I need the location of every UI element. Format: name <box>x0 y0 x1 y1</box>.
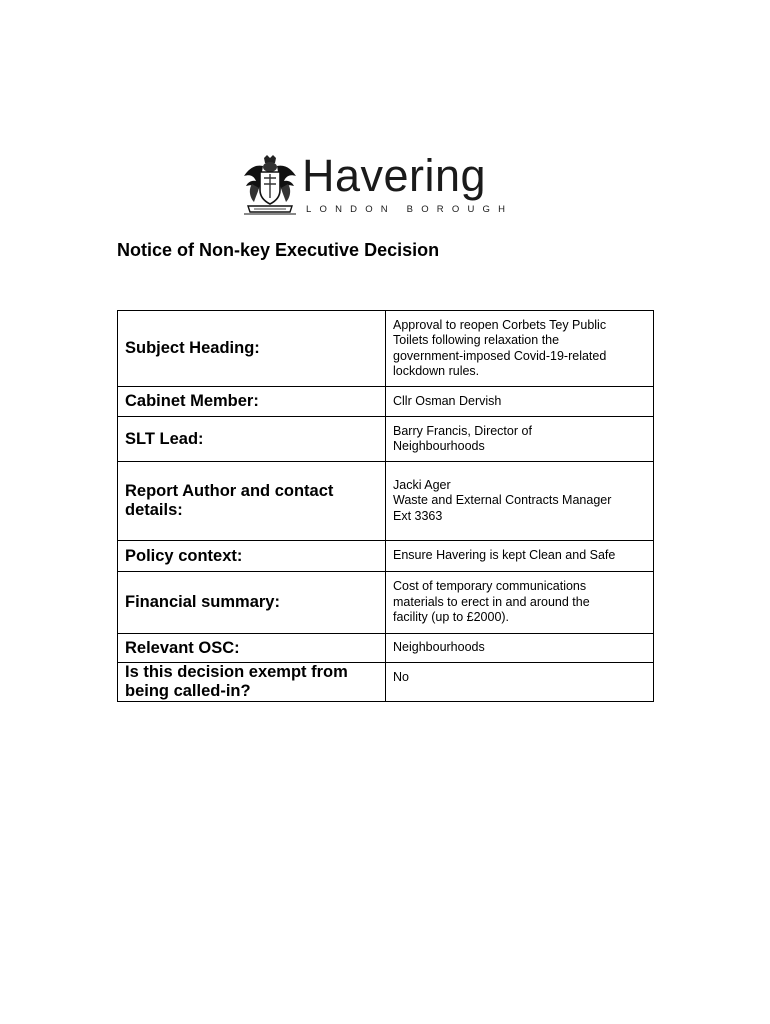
table-row <box>118 311 654 387</box>
table-row <box>118 541 654 572</box>
row-label: Report Author and contact details: <box>118 462 386 541</box>
coat-of-arms-icon <box>242 154 298 218</box>
table-row <box>118 663 654 702</box>
table-row <box>118 634 654 663</box>
row-value: Barry Francis, Director of Neighbourhoods <box>386 417 654 462</box>
table-row <box>118 572 654 634</box>
row-label: Relevant OSC: <box>118 634 386 663</box>
table-row <box>118 462 654 541</box>
row-label: Policy context: <box>118 541 386 572</box>
row-value: Jacki Ager Waste and External Contracts Manager Ext 3363 <box>386 462 654 541</box>
table-row <box>118 387 654 417</box>
row-value: Ensure Havering is kept Clean and Safe <box>386 541 654 572</box>
decision-table <box>117 310 654 702</box>
row-value: No <box>386 663 654 702</box>
row-label: Financial summary: <box>118 572 386 634</box>
row-value: Neighbourhoods <box>386 634 654 663</box>
row-value: Cllr Osman Dervish <box>386 387 654 417</box>
row-label: Is this decision exempt from being called-in? <box>118 663 386 702</box>
havering-logo <box>242 150 524 220</box>
row-value: Cost of temporary communications materials to erect in and around the facility (up to £2000). <box>386 572 654 634</box>
row-label: Subject Heading: <box>118 311 386 387</box>
document-title: Notice of Non-key Executive Decision <box>117 240 440 260</box>
brand-subtitle: LONDON BOROUGH <box>306 204 514 215</box>
row-label: SLT Lead: <box>118 417 386 462</box>
row-label: Cabinet Member: <box>118 387 386 417</box>
row-value: Approval to reopen Corbets Tey Public Toilets following relaxation the government-imposed Covid-19-related lockdown rules. <box>386 311 654 387</box>
table-row <box>118 417 654 462</box>
brand-name: Havering <box>302 150 487 201</box>
